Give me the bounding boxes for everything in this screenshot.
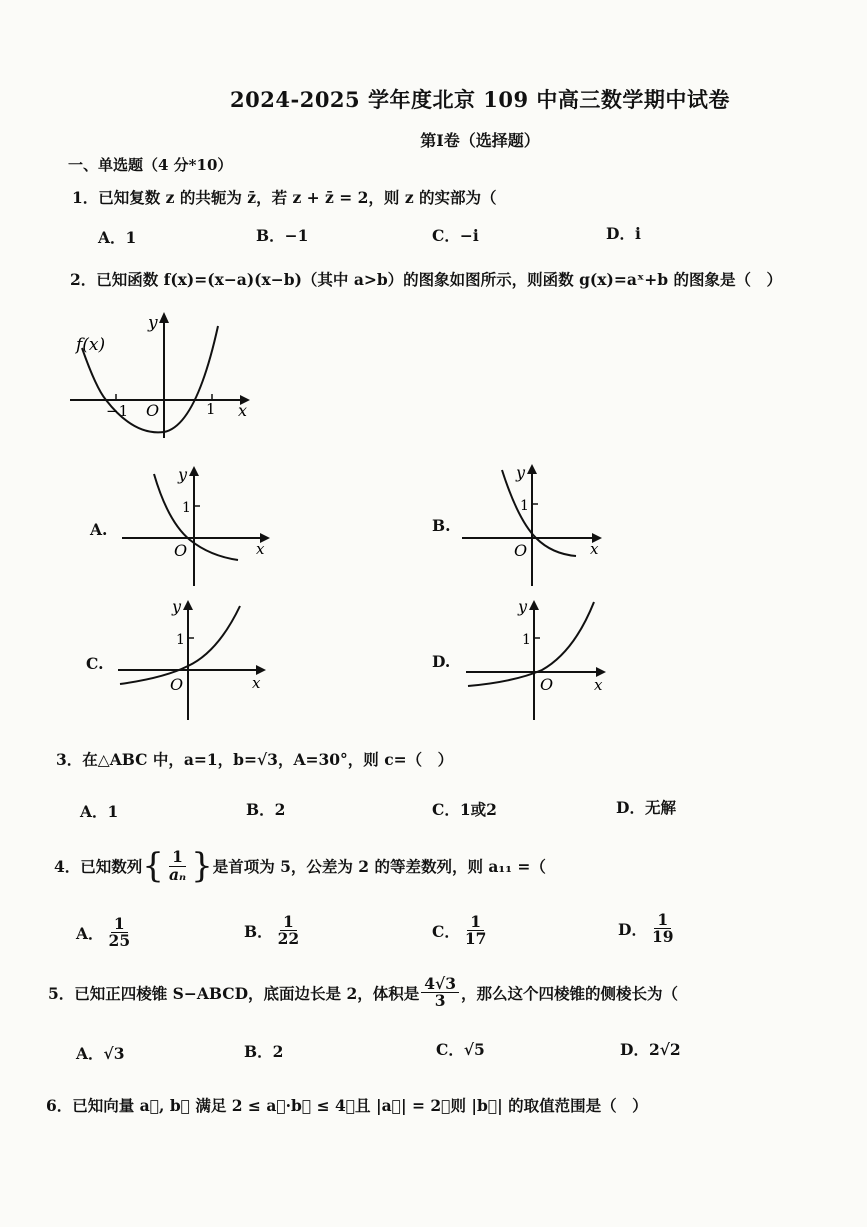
option-fraction [649,912,677,946]
option-letter: A． [76,923,104,943]
fx-y-arrow [159,312,169,323]
graph-a-label-x: x [256,540,265,558]
question-1-stem: 1．已知复数 z 的共轭为 z̄，若 z + z̄ = 2，则 z 的实部为（ [72,188,497,207]
fraction-denominator: aₙ [168,864,187,884]
graph-d-label-origin: O [540,675,554,694]
fraction-numerator: 1 [467,914,484,931]
question-1-option-c: C．−i [432,226,479,245]
fraction-denominator: 17 [464,929,487,949]
graph-b-label-x: x [590,540,599,558]
graph-c-label-one: 1 [176,632,185,648]
question-1-option-a: A．1 [98,228,137,247]
question-6-stem: 6．已知向量 a⃗, b⃗ 满足 2 ≤ a⃗·b⃗ ≤ 4，且 |a⃗| = 2，则 |b⃗| 的取值范围是（ ） [46,1096,648,1115]
question-4-fraction [166,849,189,883]
graph-b-label-origin: O [514,541,528,560]
question-2-option-a-label: A. [90,520,108,539]
question-2-fx-figure [60,308,260,448]
option-letter: B． [244,921,273,941]
graph-c-y-arrow [183,600,193,610]
question-4-stem [54,846,546,886]
question-3-option-a: A．1 [80,802,119,821]
fraction-numerator: 1 [654,912,671,929]
fx-label-y: y [148,313,158,333]
fraction-denominator: 19 [651,927,674,947]
exam-subtitle: 第Ⅰ卷（选择题） [420,131,540,150]
section-heading: 一、单选题（4 分*10） [68,156,233,174]
graph-d-curve [468,602,594,686]
graph-a-label-one: 1 [182,500,191,516]
fx-label-x: x [238,401,248,420]
question-3-option-d: D．无解 [616,798,676,817]
option-fraction [462,914,490,948]
option-letter: D． [618,919,647,939]
brace-right: } [191,846,213,886]
fx-label-func: f(x) [76,335,106,355]
graph-d-y-arrow [529,600,539,610]
question-4-stem-prefix: 4．已知数列 [54,857,143,876]
option-fraction [275,914,303,948]
question-5-option-b: B．2 [244,1042,284,1061]
fraction-numerator: 1 [111,916,128,933]
question-5-stem [48,976,678,1010]
question-3-option-c: C．1或2 [432,800,497,819]
graph-a-y-arrow [189,466,199,476]
graph-b-label-y: y [516,463,526,482]
question-1-option-b: B．−1 [256,226,309,245]
graph-d-label-x: x [594,676,603,694]
fx-label-neg-one: −1 [106,402,129,420]
graph-c-label-origin: O [170,675,184,694]
option-fraction [106,916,134,950]
fraction-numerator: 1 [280,914,297,931]
fraction-denominator: 3 [434,991,446,1011]
graph-c-label-y: y [172,597,182,616]
graph-a-curve [154,474,238,560]
question-5-option-c: C．√5 [436,1040,485,1059]
option-letter: C． [432,921,460,941]
question-2-option-b-graph [456,458,616,590]
question-5-fraction [421,976,459,1010]
fx-label-one: 1 [206,400,216,418]
question-2-stem: 2．已知函数 f(x)=(x−a)(x−b)（其中 a>b）的图象如图所示，则函数 g(x)=aˣ+b 的图象是（ ） [70,270,782,289]
question-4-option-c [432,914,491,948]
question-4-option-d [618,912,679,946]
graph-b-label-one: 1 [520,498,529,514]
fraction-numerator: 1 [169,849,186,866]
question-5-option-d: D．2√2 [620,1040,681,1059]
graph-a-label-y: y [178,465,188,484]
graph-c-label-x: x [252,674,261,692]
graph-a-label-origin: O [174,541,188,560]
question-2-option-d-graph [462,594,622,724]
fraction-numerator: 4√3 [421,976,459,993]
question-5-option-a: A．√3 [76,1044,125,1063]
question-4-option-b [244,914,304,948]
fraction-denominator: 22 [277,929,300,949]
question-5-stem-prefix: 5．已知正四棱锥 S−ABCD，底面边长是 2，体积是 [48,983,420,1003]
question-1-option-d: D．i [606,224,641,243]
fraction-denominator: 25 [108,931,131,951]
question-3-option-b: B．2 [246,800,286,819]
question-2-option-c-graph [114,594,274,724]
exam-title: 2024-2025 学年度北京 109 中高三数学期中试卷 [230,87,730,112]
graph-d-label-y: y [518,597,528,616]
question-5-stem-suffix: ，那么这个四棱锥的侧棱长为（ [461,983,679,1003]
graph-d-label-one: 1 [522,632,531,648]
graph-b-y-arrow [527,464,537,474]
question-2-option-d-label: D. [432,652,451,671]
question-3-stem: 3．在△ABC 中，a=1，b=√3，A=30°，则 c=（ ） [56,750,454,769]
question-2-option-a-graph [118,460,278,590]
question-2-option-b-label: B. [432,516,451,535]
brace-left: { [142,846,164,886]
fx-label-origin: O [146,401,160,420]
question-2-option-c-label: C. [86,654,104,673]
question-4-stem-suffix: 是首项为 5，公差为 2 的等差数列，则 a₁₁ =（ [212,857,546,876]
question-4-option-a [76,916,135,950]
